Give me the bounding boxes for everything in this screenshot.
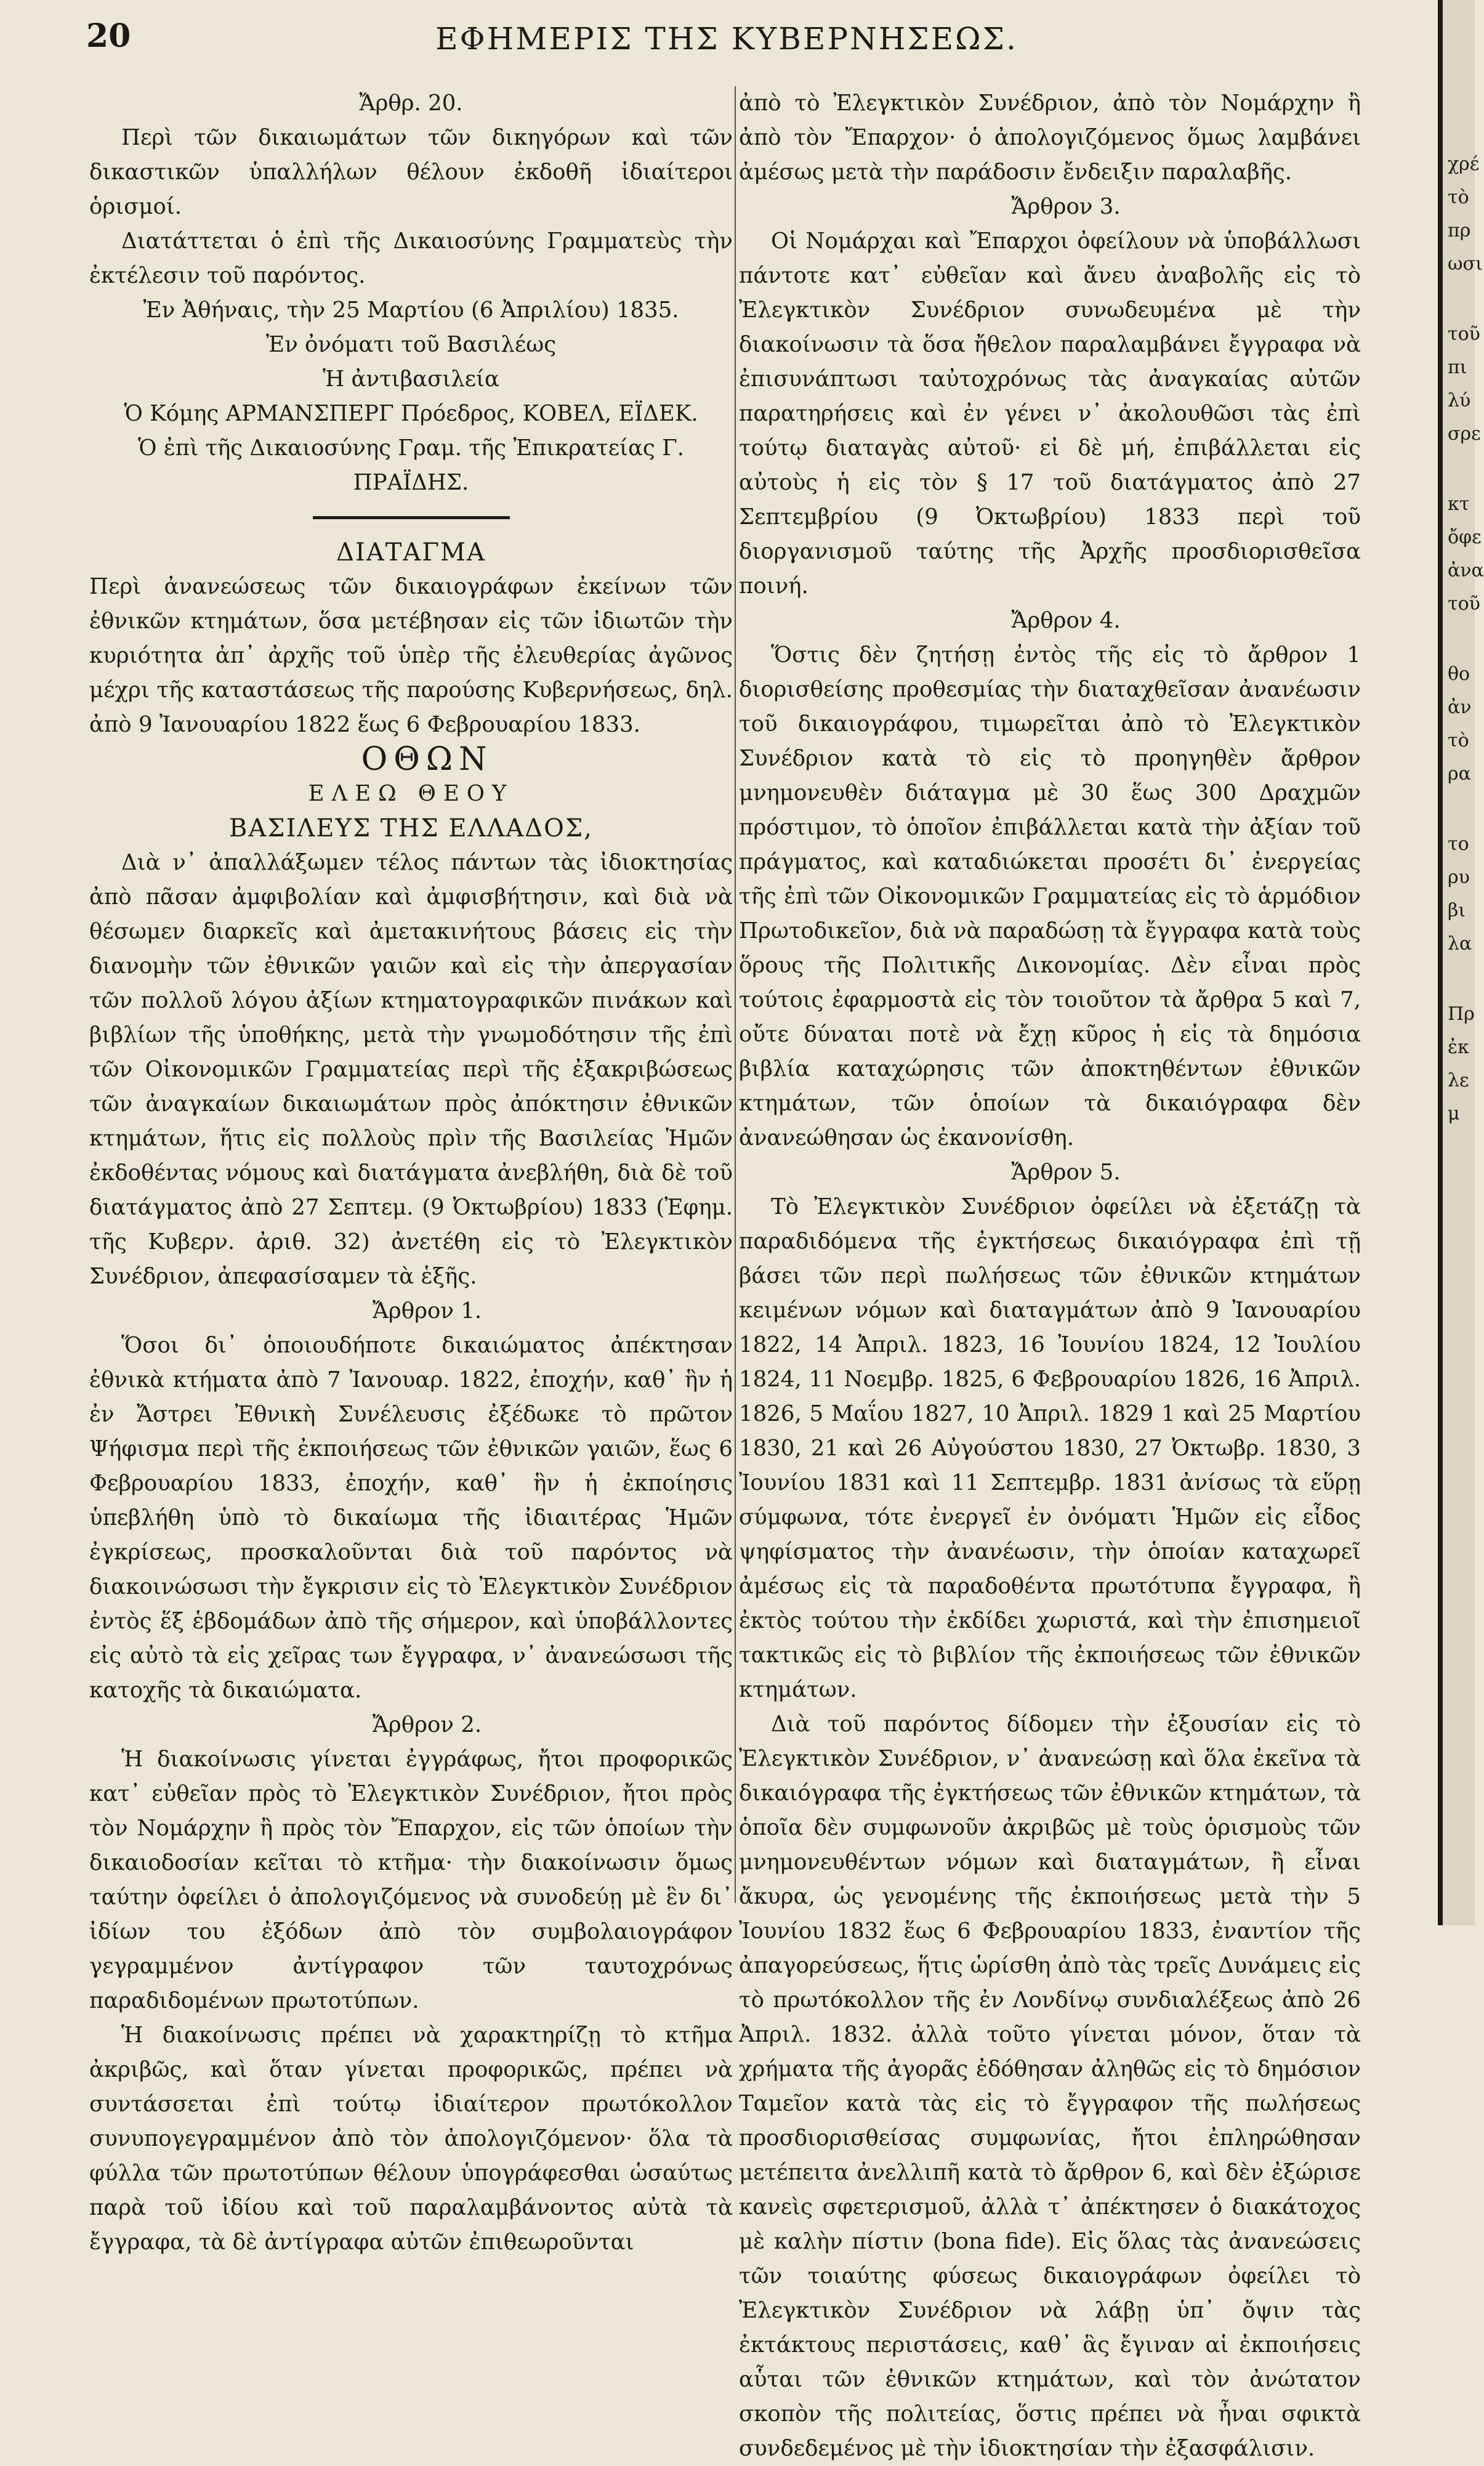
- left-column: [89, 86, 733, 2260]
- minister-line: Ὁ ἐπὶ τῆς Δικαιοσύνης Γραμ. τῆς Ἐπικρατείας Γ. ΠΡΑΪΔΗΣ.: [137, 435, 685, 495]
- article-5-paragraph-2: Διὰ τοῦ παρόντος δίδομεν τὴν ἐξουσίαν εἰς τὸ Ἐλεγκτικὸν Συνέδριον, ν᾽ ἀνανεώσῃ καὶ ὅλα ἐκεῖνα τὰ δικαιόγραφα τῆς ἐγκτήσεως τῶν ἐθνικῶν κτημάτων, τὰ ὁποῖα δὲν συμφωνοῦν ἀκριβῶς μὲ τοὺς ὁρισμοὺς τῶν μνημονευθέντων νόμων καὶ διαταγμάτων, ἢ εἶναι ἄκυρα, ὡς γενομένης τῆς ἐκποιήσεως μετὰ τὴν 5 Ἰουνίου 1832 ἕως 6 Φεβρουαρίου 1833, ἐναντίον τῆς ἀπαγορεύσεως, ἥτις ὡρίσθη ἀπὸ τὰς τρεῖς Δυνάμεις εἰς τὸ πρωτόκολλον τῆς ἐν Λονδίνῳ συνδιαλέξεως ἀπὸ 26 Ἀπριλ. 1832. ἀλλὰ τοῦτο γίνεται μόνον, ὅταν τὰ χρήματα τῆς ἀγορᾶς ἐδόθησαν ἀληθῶς εἰς τὸ δημόσιον Ταμεῖον κατὰ τὰς εἰς τὸ ἔγγραφον τῆς πωλήσεως προσδιορισθείσας συμφωνίας, ἤτοι ἐπληρώθησαν μετέπειτα ἀνελλιπῆ κατὰ τὸ ἄρθρον 6, καὶ δὲν ἐξώρισε κανεὶς σφετερισμοῦ, ἀλλὰ τ᾽ ἀπέκτησεν ὁ διακάτοχος μὲ καλὴν πίστιν (bona fide). Εἰς ὅλας τὰς ἀνανεώσεις τῶν τοιαύτης φύσεως δικαιογράφων ὀφείλει τὸ Ἐλεγκτικὸν Συνέδριον νὰ λάβῃ ὑπ᾽ ὄψιν τὰς ἐκτάκτους περιστάσεις, καθ᾽ ἃς ἔγιναν αἱ ἐκποιήσεις αὗται τῶν ἐθνικῶν κτημάτων, καὶ τὸν ἀνώτατον σκοπὸν τῆς πολιτείας, ὅστις πρέπει νὰ ἦναι σφικτὰ συνδεδεμένος μὲ τὴν ἰδιοκτησίαν τὴν ἐξασφάλισιν.: [739, 1712, 1361, 2461]
- margin-fragment: ρα: [1448, 763, 1471, 785]
- margin-fragment: το: [1448, 833, 1469, 855]
- article-20-paragraph-2: Διατάττεται ὁ ἐπὶ τῆς Δικαιοσύνης Γραμματεὺς τὴν ἐκτέλεσιν τοῦ παρόντος.: [89, 228, 733, 288]
- column-divider: [735, 86, 736, 1903]
- margin-fragment: λύ: [1448, 390, 1471, 411]
- regency-line: Ἡ ἀντιβασιλεία: [322, 366, 500, 392]
- date-line: Ἐν Ἀθήναις, τὴν 25 Μαρτίου (6 Ἀπριλίου) 1835.: [143, 297, 679, 323]
- margin-fragment: ἀνα: [1448, 560, 1484, 581]
- margin-fragment: πι: [1448, 357, 1467, 378]
- grace-line: ΕΛΕΩ ΘΕΟΥ: [308, 781, 514, 806]
- margin-fragment: πρ: [1448, 220, 1471, 241]
- article-2-paragraph-1: Ἡ διακοίνωσις γίνεται ἐγγράφως, ἤτοι προφορικῶς κατ᾽ εὐθεῖαν πρὸς τὸ Ἐλεγκτικὸν Συνέδριον, ἤτοι πρὸς τὸν Νομάρχην ἢ πρὸς τὸν Ἔπαρχον, εἰς τῶν ὁποίων τὴν δικαιοδοσίαν κεῖται τὸ κτῆμα· τὴν διακοίνωσιν ὅμως ταύτην ὀφείλει ὁ ἀπολογιζόμενος νὰ συνοδεύῃ μὲ ἓν δι᾽ ἰδίων του ἐξόδων ἀπὸ τὸν συμβολαιογράφον γεγραμμένον ἀντίγραφον τῶν ταυτοχρόνως παραδιδομένων πρωτοτύπων.: [89, 1747, 733, 2013]
- article-1-text: Ὅσοι δι᾽ ὁποιουδήποτε δικαιώματος ἀπέκτησαν ἐθνικὰ κτήματα ἀπὸ 7 Ἰανουαρ. 1822, ἐποχήν, καθ᾽ ἣν ἡ ἐν Ἄστρει Ἐθνικὴ Συνέλευσις ἐξέδωκε τὸ πρῶτον Ψήφισμα περὶ τῆς ἐκποιήσεως τῶν ἐθνικῶν γαιῶν, ἕως 6 Φεβρουαρίου 1833, ἐποχήν, καθ᾽ ἣν ἡ ἐκποίησις ὑπεβλήθη ὑπὸ τὸ δικαίωμα τῆς ἰδιαιτέρας Ἡμῶν ἐγκρίσεως, προσκαλοῦνται διὰ τοῦ παρόντος νὰ διακοινώσωσι τὴν ἔγκρισιν εἰς τὸ Ἐλεγκτικὸν Συνέδριον ἐντὸς ἕξ ἑβδομάδων ἀπὸ τῆς σήμερον, καὶ ὑποβάλλοντες εἰς αὐτὸ τὰ εἰς χεῖρας των ἔγγραφα, ν᾽ ἀνανεώσωσι τῆς κατοχῆς τὰ δικαιώματα.: [89, 1333, 733, 1703]
- margin-fragment: χρέ: [1448, 153, 1480, 175]
- margin-fragment: ρυ: [1448, 867, 1470, 888]
- running-title: ΕΦΗΜΕΡΙΣ ΤΗΣ ΚΥΒΕΡΝΗΣΕΩΣ.: [435, 21, 1018, 57]
- margin-fragment: θο: [1448, 663, 1470, 685]
- decree-heading: ΔΙΑΤΑΓΜΑ: [336, 538, 486, 567]
- page-edge-rule: [1438, 0, 1443, 1925]
- right-column: [739, 86, 1361, 2466]
- margin-fragment: τοῦ: [1448, 323, 1480, 345]
- margin-fragment: λε: [1448, 1070, 1469, 1091]
- king-name-line: Ἐν ὀνόματι τοῦ Βασιλέως: [265, 332, 557, 357]
- decree-preamble: Διὰ ν᾽ ἀπαλλάξωμεν τέλος πάντων τὰς ἰδιοκτησίας ἀπὸ πᾶσαν ἀμφιβολίαν καὶ ἀμφισβήτησιν, καὶ διὰ νὰ θέσωμεν διαρκεῖς καὶ ἀμετακινήτους βάσεις εἰς τὴν διανομὴν τῶν ἐθνικῶν γαιῶν καὶ εἰς τὴν ἀπεργασίαν τῶν πολλοῦ λόγου ἀξίων κτηματογραφικῶν πινάκων καὶ βιβλίων τῆς ὑποθήκης, μετὰ τὴν γνωμοδότησιν τῆς ἐπὶ τῶν Οἰκονομικῶν Γραμματείας περὶ τῆς ἐξακριβώσεως τῶν ἀναγκαίων δικαιωμάτων πρὸς ἀπόκτησιν ἐθνικῶν κτημάτων, ἥτις εἰς πολλοὺς πρὶν τῆς Βασιλείας Ἡμῶν ἐκδοθέντας νόμους καὶ διατάγματα ἀνεβλήθη, διὰ δὲ τοῦ διατάγματος ἀπὸ 27 Σεπτεμ. (9 Ὀκτωβρίου) 1833 (Ἐφημ. τῆς Κυβερν. ἀριθ. 32) ἀνετέθη εἰς τὸ Ἐλεγκτικὸν Συνέδριον, ἀπεφασίσαμεν τὰ ἑξῆς.: [89, 850, 733, 1289]
- article-1-title: Ἄρθρον 1.: [372, 1298, 482, 1324]
- article-3-title: Ἄρθρον 3.: [1011, 194, 1121, 219]
- section-separator: [313, 516, 510, 519]
- signers-line: Ὁ Κόμης ΑΡΜΑΝΣΠΕΡΓ Πρόεδρος, ΚΟΒΕΛ, ΕΪΔΕΚ.: [124, 401, 698, 426]
- margin-fragment: τοῦ: [1448, 593, 1480, 615]
- margin-fragment: ὄφε: [1448, 527, 1482, 548]
- margin-fragment: κτ: [1448, 493, 1470, 515]
- margin-fragment: σρε: [1448, 423, 1481, 445]
- adjacent-page-margin: [1443, 0, 1484, 1925]
- page-header: [86, 17, 1367, 67]
- article-2-continuation: ἀπὸ τὸ Ἐλεγκτικὸν Συνέδριον, ἀπὸ τὸν Νομάρχην ἢ ἀπὸ τὸν Ἔπαρχον· ὁ ἀπολογιζόμενος ὅμως λαμβάνει ἀμέσως μετὰ τὴν παράδοσιν ἔνδειξιν παραλαβῆς.: [739, 91, 1361, 185]
- page-number: 20: [86, 17, 131, 55]
- margin-fragment: ἀν: [1448, 697, 1472, 718]
- margin-fragment: τὸ: [1448, 730, 1469, 751]
- margin-fragment: Πρ: [1448, 1003, 1475, 1025]
- decree-subject: Περὶ ἀνανεώσεως τῶν δικαιογράφων ἐκείνων τῶν ἐθνικῶν κτημάτων, ὅσα μετέβησαν εἰς τῶν ἰδιωτῶν τὴν κυριότητα ἀπ᾽ ἀρχῆς τοῦ ὑπὲρ τῆς ἐλευθερίας ἀγῶνος μέχρι τῆς καταστάσεως τῆς παρούσης Κυβερνήσεως, δηλ. ἀπὸ 9 Ἰανουαρίου 1822 ἕως 6 Φεβρουαρίου 1833.: [89, 574, 733, 737]
- article-5-paragraph-1: Τὸ Ἐλεγκτικὸν Συνέδριον ὀφείλει νὰ ἐξετάζῃ τὰ παραδιδόμενα τῆς ἐγκτήσεως δικαιόγραφα ἐπὶ τῇ βάσει τῶν περὶ πωλήσεως τῶν ἐθνικῶν κτημάτων κειμένων νόμων καὶ διαταγμάτων ἀπὸ 9 Ἰανουαρίου 1822, 14 Ἀπριλ. 1823, 16 Ἰουνίου 1824, 12 Ἰουλίου 1824, 11 Νοεμβρ. 1825, 6 Φεβρουαρίου 1826, 16 Ἀπριλ. 1826, 5 Μαΐου 1827, 10 Ἀπριλ. 1829 1 καὶ 25 Μαρτίου 1830, 21 καὶ 26 Αὐγούστου 1830, 27 Ὀκτωβρ. 1830, 3 Ἰουνίου 1831 καὶ 11 Σεπτεμβρ. 1831 ἀνίσως τὰ εὕρῃ σύμφωνα, τότε ἐνεργεῖ ἐν ὀνόματι Ἡμῶν εἰς εἶδος ψηφίσματος τὴν ἀνανέωσιν, τὴν ὁποίαν καταχωρεῖ ἀμέσως εἰς τὰ παραδοθέντα πρωτότυπα ἔγγραφα, ἢ ἐκτὸς τούτου τὴν ἐκδίδει χωριστά, καὶ τὴν ἐπισημειοῖ τακτικῶς εἰς τὸ βιβλίον τῆς ἐκποιήσεως τῶν ἐθνικῶν κτημάτων.: [739, 1194, 1361, 1702]
- article-5-title: Ἄρθρον 5.: [1011, 1160, 1121, 1185]
- article-3-text: Οἱ Νομάρχαι καὶ Ἔπαρχοι ὀφείλουν νὰ ὑποβάλλωσι πάντοτε κατ᾽ εὐθεῖαν καὶ ἄνευ ἀναβολῆς εἰς τὸ Ἐλεγκτικὸν Συνέδριον συνωδευμένα μὲ τὴν διακοίνωσιν τὰ ὅσα ἤθελον παραλαμβάνει ἔγγραφα νὰ ἐπισυνάπτωσι ταὐτοχρόνως τὰς ἀναγκαίας αὐτῶν παρατηρήσεις καὶ ἐν γένει ν᾽ ἀκολουθῶσι τὰς ἐπὶ τούτῳ διαταγὰς αὐτοῦ· εἰ δὲ μή, ἐπιβάλλεται εἰς αὐτοὺς ἡ εἰς τὸν § 17 τοῦ διατάγματος ἀπὸ 27 Σεπτεμβρίου (9 Ὀκτωβρίου) 1833 περὶ τοῦ διοργανισμοῦ ταύτης τῆς Ἀρχῆς προσδιορισθεῖσα ποινή.: [739, 228, 1361, 599]
- margin-fragment: τὸ: [1448, 187, 1469, 208]
- margin-fragment: ωσι: [1448, 253, 1483, 275]
- article-20-paragraph-1: Περὶ τῶν δικαιωμάτων τῶν δικηγόρων καὶ τῶν δικαστικῶν ὑπαλλήλων θέλουν ἐκδοθῆ ἰδιαίτεροι ὁρισμοί.: [89, 125, 733, 219]
- margin-fragment: μ: [1448, 1103, 1460, 1125]
- margin-fragment: λα: [1448, 933, 1472, 955]
- article-2-paragraph-2: Ἡ διακοίνωσις πρέπει νὰ χαρακτηρίζῃ τὸ κτῆμα ἀκριβῶς, καὶ ὅταν γίνεται προφορικῶς, πρέπει νὰ συντάσσεται ἐπὶ τούτῳ ἰδιαίτερον πρωτόκολλον συνυπογεγραμμένον ἀπὸ τὸν ἀπολογιζόμενον· ὅλα τὰ φύλλα τῶν πρωτοτύπων θέλουν ὑπογράφεσθαι ὡσαύτως παρὰ τοῦ ἰδίου καὶ τοῦ παραλαμβάνοντος αὐτὰ τὰ ἔγγραφα, τὰ δὲ ἀντίγραφα αὐτῶν ἐπιθεωροῦνται: [89, 2023, 733, 2255]
- margin-fragment: ἐκ: [1448, 1037, 1469, 1058]
- margin-fragment: βι: [1448, 900, 1466, 921]
- article-20-title: Ἄρθρ. 20.: [359, 91, 463, 116]
- article-4-title: Ἄρθρον 4.: [1011, 608, 1121, 633]
- king-name: ΟΘΩΝ: [361, 741, 493, 778]
- article-2-title: Ἄρθρον 2.: [372, 1712, 482, 1737]
- king-title: ΒΑΣΙΛΕΥΣ ΤΗΣ ΕΛΛΑΔΟΣ,: [229, 814, 593, 843]
- article-4-text: Ὅστις δὲν ζητήσῃ ἐντὸς τῆς εἰς τὸ ἄρθρον 1 διορισθείσης προθεσμίας τὴν διαταχθεῖσαν ἀνανέωσιν τοῦ δικαιογράφου, τιμωρεῖται ἀπὸ τὸ Ἐλεγκτικὸν Συνέδριον κατὰ τὸ εἰς τὸ προηγηθὲν ἄρθρον μνημονευθὲν διάταγμα μὲ 30 ἕως 300 Δραχμῶν πρόστιμον, τὸ ὁποῖον ἐπιβάλλεται κατὰ τὴν ἀξίαν τοῦ πράγματος, καὶ καταδιώκεται προσέτι δι᾽ ἐνεργείας τῆς ἐπὶ τῶν Οἰκονομικῶν Γραμματείας εἰς τὸ ἁρμόδιον Πρωτοδικεῖον, διὰ νὰ παραδώσῃ τὰ ἔγγραφα κατὰ τοὺς ὅρους τῆς Πολιτικῆς Δικονομίας. Δὲν εἶναι πρὸς τούτοις ἐφαρμοστὰ εἰς τὸν τοιοῦτον τὰ ἄρθρα 5 καὶ 7, οὔτε δύναται ποτὲ νὰ ἔχῃ κῦρος ἡ εἰς τὰ δημόσια βιβλία καταχώρησις τῶν ἀποκτηθέντων ἐθνικῶν κτημάτων, τῶν ὁποίων τὰ δικαιόγραφα δὲν ἀνανεώθησαν ὡς ἐκανονίσθη.: [739, 642, 1361, 1150]
